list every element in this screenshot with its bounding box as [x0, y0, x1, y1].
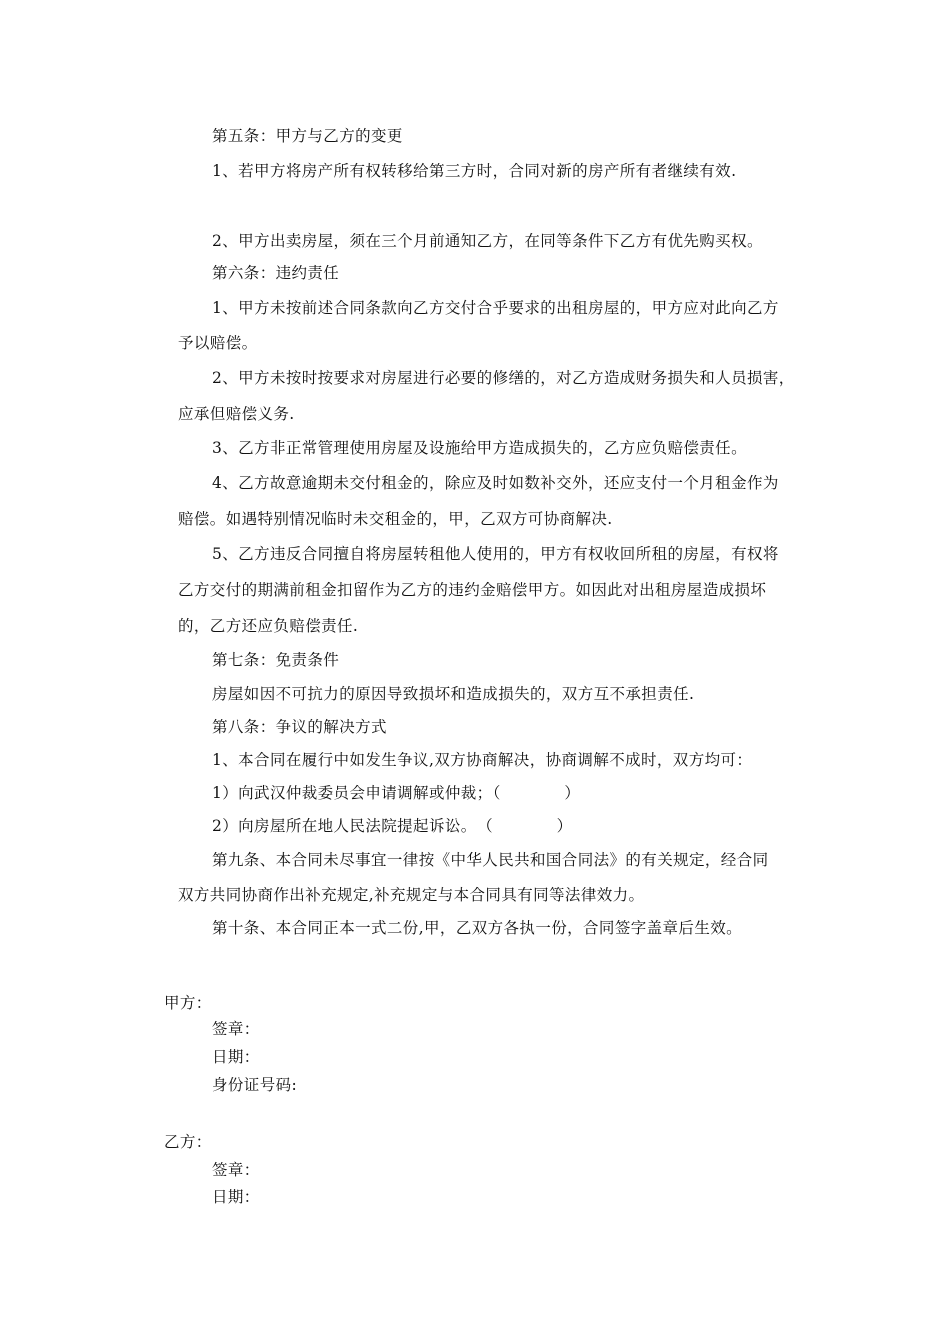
party-b-date: 日期： [212, 1188, 260, 1206]
article-8-heading: 第八条：争议的解决方式 [212, 718, 387, 736]
party-b-label: 乙方： [164, 1133, 212, 1151]
article-5-heading: 第五条：甲方与乙方的变更 [212, 127, 403, 145]
article-8-item-1: 1、本合同在履行中如发生争议,双方协商解决，协商调解不成时，双方均可： [212, 751, 753, 769]
article-6-item-4-cont: 赔偿。如遇特别情况临时未交租金的，甲，乙双方可协商解决. [178, 510, 613, 528]
article-6-item-2: 2、甲方未按时按要求对房屋进行必要的修缮的，对乙方造成财务损失和人员损害， [212, 369, 795, 387]
party-b-signature: 签章： [212, 1161, 260, 1179]
article-6-item-5-cont-2: 的，乙方还应负赔偿责任. [178, 617, 359, 635]
party-a-id-number: 身份证号码: [212, 1076, 298, 1094]
article-6-item-2-cont: 应承但赔偿义务. [178, 405, 295, 423]
party-a-label: 甲方： [164, 994, 212, 1012]
article-6-item-3: 3、乙方非正常管理使用房屋及设施给甲方造成损失的，乙方应负赔偿责任。 [212, 439, 747, 457]
article-6-item-5: 5、乙方违反合同擅自将房屋转租他人使用的，甲方有权收回所租的房屋，有权将 [212, 545, 779, 563]
article-7-body: 房屋如因不可抗力的原因导致损坏和造成损失的，双方互不承担责任. [212, 685, 695, 703]
article-8-option-2: 2）向房屋所在地人民法院提起诉讼。 （ ） [212, 817, 573, 835]
article-7-heading: 第七条：免责条件 [212, 651, 340, 669]
article-5-item-1: 1、若甲方将房产所有权转移给第三方时，合同对新的房产所有者继续有效. [212, 162, 737, 180]
article-6-item-4: 4、乙方故意逾期未交付租金的，除应及时如数补交外，还应支付一个月租金作为 [212, 474, 779, 492]
article-6-item-1: 1、甲方未按前述合同条款向乙方交付合乎要求的出租房屋的，甲方应对此向乙方 [212, 299, 779, 317]
article-9-cont: 双方共同协商作出补充规定,补充规定与本合同具有同等法律效力。 [178, 886, 645, 904]
article-5-item-2: 2、甲方出卖房屋，须在三个月前通知乙方，在同等条件下乙方有优先购买权。 [212, 232, 763, 250]
article-8-option-1: 1）向武汉仲裁委员会申请调解或仲裁；（ ） [212, 784, 581, 802]
article-6-heading: 第六条：违约责任 [212, 264, 340, 282]
article-10: 第十条、本合同正本一式二份,甲，乙双方各执一份，合同签字盖章后生效。 [212, 919, 743, 937]
party-a-signature: 签章： [212, 1020, 260, 1038]
article-6-item-5-cont-1: 乙方交付的期满前租金扣留作为乙方的违约金赔偿甲方。如因此对出租房屋造成损坏 [178, 581, 767, 599]
article-6-item-1-cont: 予以赔偿。 [178, 334, 258, 352]
party-a-date: 日期： [212, 1048, 260, 1066]
article-9: 第九条、本合同未尽事宜一律按《中华人民共和国合同法》的有关规定，经合同 [212, 851, 769, 869]
